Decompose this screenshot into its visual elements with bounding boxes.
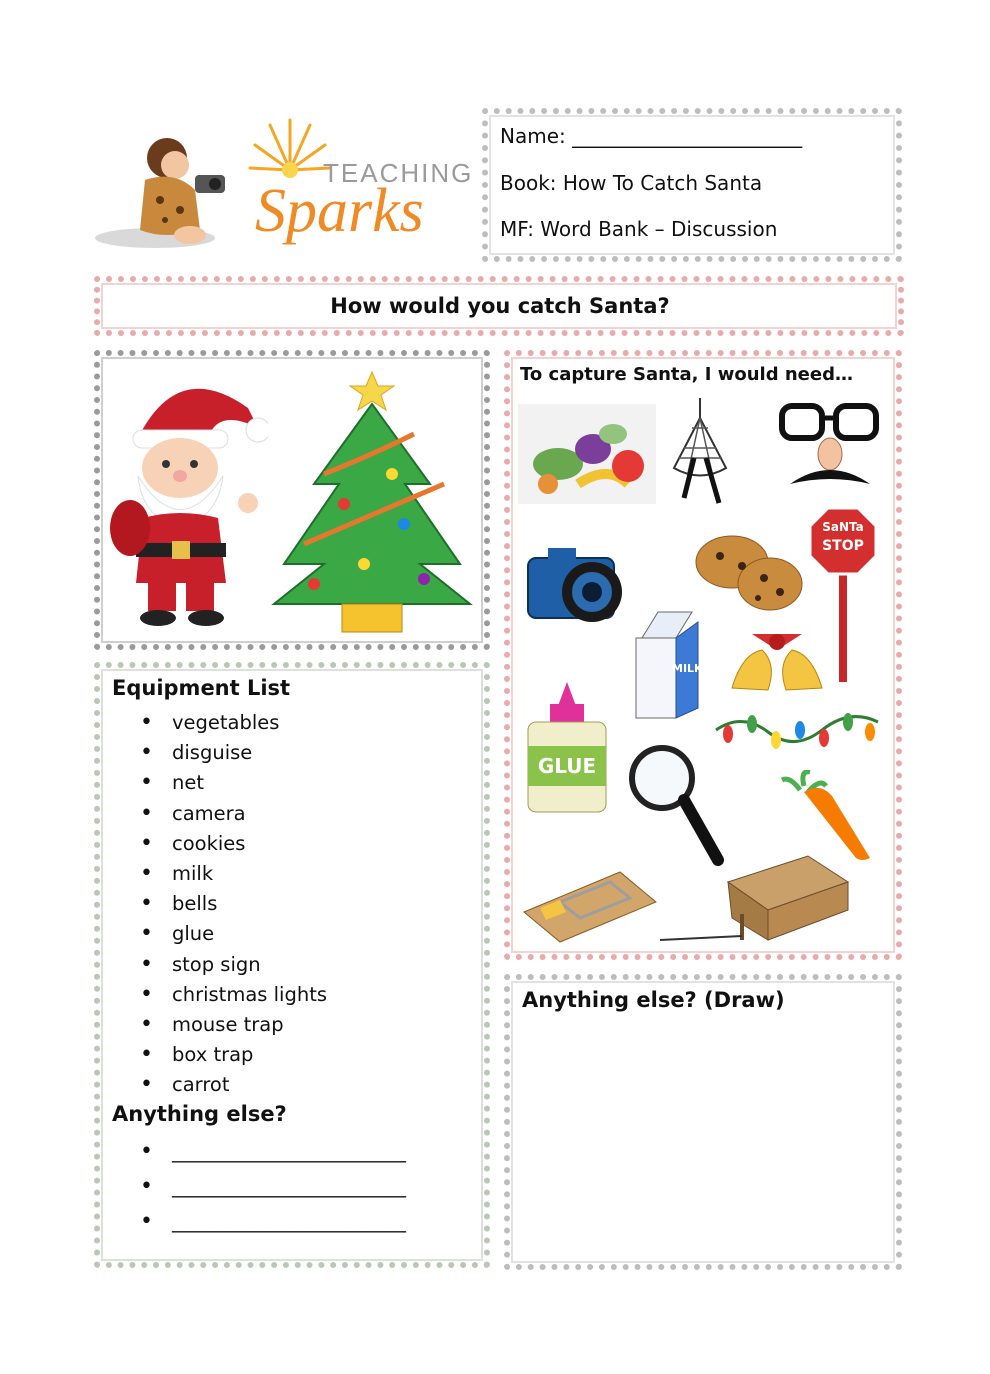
list-item: • carrot xyxy=(112,1070,327,1100)
milk-carton-icon xyxy=(632,608,708,722)
list-item: • mouse trap xyxy=(112,1010,327,1040)
list-item: • stop sign xyxy=(112,950,327,980)
bells-icon xyxy=(722,624,832,696)
list-item: • cookies xyxy=(112,829,327,859)
disguise-glasses-icon xyxy=(776,398,884,492)
draw-box[interactable] xyxy=(504,974,902,1270)
glue-bottle-icon xyxy=(524,682,610,814)
santa-illustration xyxy=(108,368,268,630)
sun-rays-icon xyxy=(245,110,335,180)
draw-heading: Anything else? (Draw) xyxy=(522,988,785,1012)
glue-label: GLUE xyxy=(537,754,597,778)
name-field[interactable]: Name: _______________________ xyxy=(500,124,803,148)
christmas-tree-illustration xyxy=(264,364,480,634)
list-item: • disguise xyxy=(112,738,327,768)
mouse-trap-icon xyxy=(520,852,660,944)
teaching-sparks-logo xyxy=(95,110,474,260)
capture-heading: To capture Santa, I would need… xyxy=(520,364,853,385)
blank-line[interactable]: • ________________________ xyxy=(112,1204,406,1239)
stop-sign-text-top: SaNTa xyxy=(822,520,864,534)
blank-line[interactable]: • ________________________ xyxy=(112,1169,406,1204)
list-item: • net xyxy=(112,768,327,798)
anything-else-heading: Anything else? xyxy=(112,1102,287,1126)
magnifying-glass-icon xyxy=(626,742,724,868)
stop-sign-text-bottom: STOP xyxy=(822,538,864,554)
caveman-mascot xyxy=(95,120,245,255)
mf-line: MF: Word Bank – Discussion xyxy=(500,217,778,241)
vegetables-icon xyxy=(518,404,656,504)
equipment-list xyxy=(112,708,327,1100)
box-trap-icon xyxy=(658,852,854,944)
carrot-icon xyxy=(780,770,876,864)
list-item: • camera xyxy=(112,799,327,829)
book-title: Book: How To Catch Santa xyxy=(500,171,763,195)
cookies-icon xyxy=(692,532,804,616)
list-item: • vegetables xyxy=(112,708,327,738)
list-item: • box trap xyxy=(112,1040,327,1070)
list-item: • glue xyxy=(112,919,327,949)
milk-label: MILK xyxy=(672,662,703,675)
logo-sparks-text: Sparks xyxy=(255,177,424,245)
list-item: • milk xyxy=(112,859,327,889)
logo-teaching-text: TEACHING xyxy=(323,158,474,188)
list-item: • christmas lights xyxy=(112,980,327,1010)
equipment-list-heading: Equipment List xyxy=(112,676,291,700)
page-title: How would you catch Santa? xyxy=(330,294,670,318)
christmas-lights-icon xyxy=(712,702,882,758)
anything-else-list xyxy=(112,1134,406,1239)
list-item: • bells xyxy=(112,889,327,919)
net-icon xyxy=(664,398,736,508)
blank-line[interactable]: • ________________________ xyxy=(112,1134,406,1169)
camera-icon xyxy=(522,532,634,638)
